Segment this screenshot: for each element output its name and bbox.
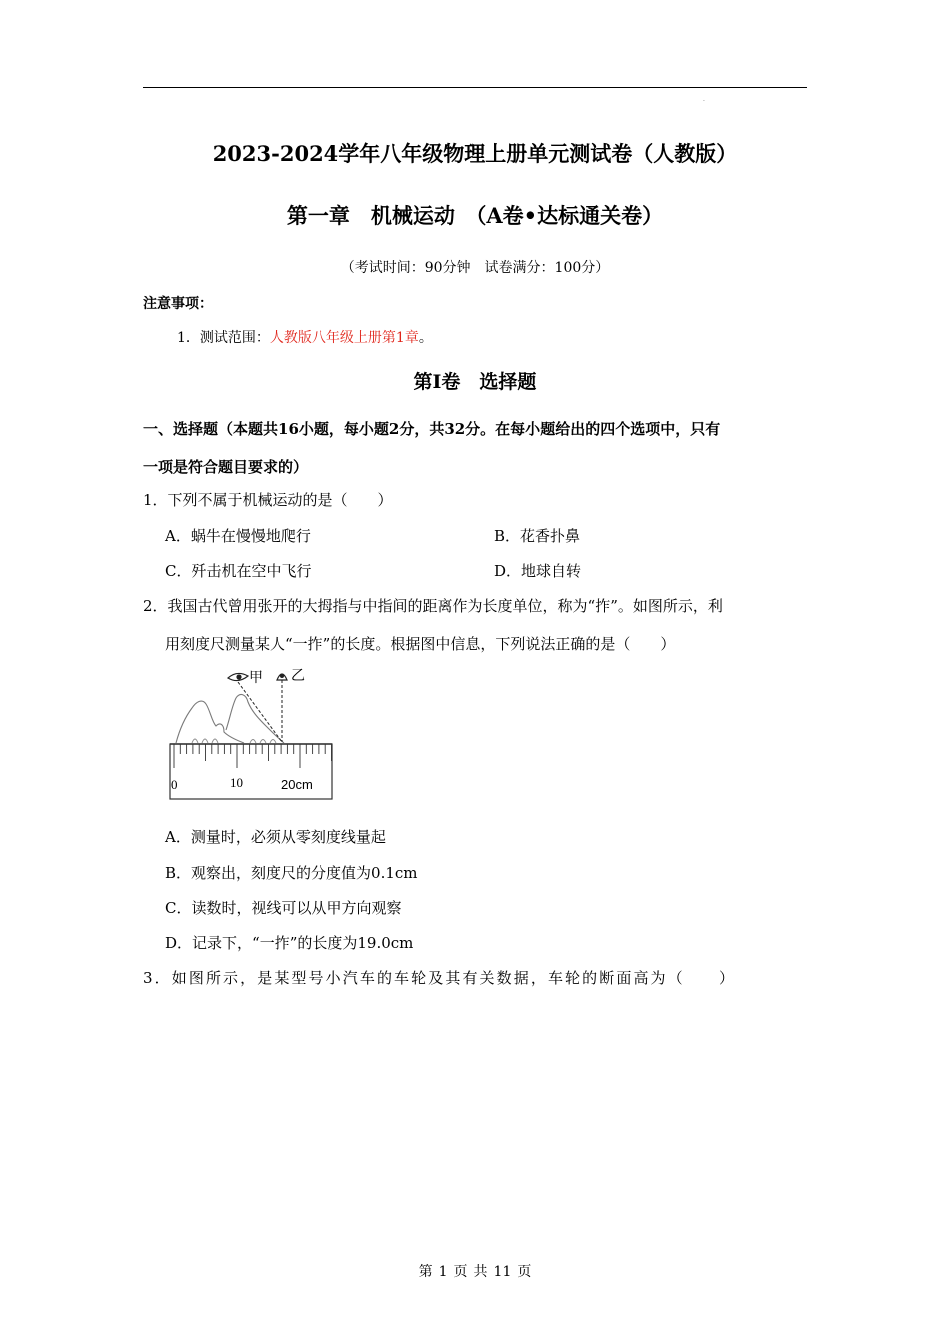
footer-page-word-2: 页 [517, 1264, 532, 1280]
hand-finger-sketch [226, 695, 284, 743]
ruler-label-10: 10 [230, 775, 243, 790]
hand-knuckles-sketch [192, 739, 276, 743]
figure-label-yi: 乙 [291, 668, 305, 684]
ruler-hand-figure [166, 664, 336, 804]
exam-title: 2023-2024学年八年级物理上册单元测试卷（人教版） [212, 141, 738, 166]
ruler-ticks [174, 744, 332, 768]
notes-item-1 [177, 327, 433, 347]
header-rule [143, 87, 807, 88]
footer-page-number: 1 [438, 1264, 448, 1280]
notes-heading: 注意事项： [143, 296, 213, 312]
header-dot: . [703, 96, 705, 103]
section-title: 第Ⅰ卷 选择题 [413, 371, 537, 393]
figure-label-jia: 甲 [249, 670, 263, 686]
exam-info: （考试时间：90分钟 试卷满分：100分） [340, 260, 610, 276]
q2-option-a: A．测量时，必须从零刻度线量起 [165, 828, 386, 846]
eye-jia-pupil [236, 674, 241, 679]
q1-option-a: A．蜗牛在慢慢地爬行 [165, 527, 311, 545]
q1-option-b: B．花香扑鼻 [494, 527, 581, 545]
section-instructions-line1: 一、选择题（本题共16小题，每小题2分，共32分。在每小题给出的四个选项中，只有 [143, 420, 721, 438]
q2-stem-line1: 2．我国古代曾用张开的大拇指与中指间的距离作为长度单位，称为“拃”。如图所示，利 [143, 597, 723, 615]
notes-item-1-suffix: 。 [418, 330, 433, 346]
q1-option-c: C．歼击机在空中飞行 [165, 562, 312, 580]
notes-item-1-scope: 人教版八年级上册第1章 [269, 330, 419, 346]
section-instructions-line2: 一项是符合题目要求的） [143, 458, 309, 476]
q2-stem-line2: 用刻度尺测量某人“一拃”的长度。根据图中信息，下列说法正确的是（ ） [165, 635, 676, 653]
footer-page-word: 页 [453, 1264, 468, 1280]
q2-option-d: D．记录下，“一拃”的长度为19.0cm [165, 934, 414, 952]
q2-option-b: B．观察出，刻度尺的分度值为0.1cm [165, 864, 418, 882]
ruler-label-20cm: 20cm [281, 777, 313, 792]
footer-prefix: 第 [418, 1264, 433, 1280]
chapter-title: 第一章 机械运动 （A卷•达标通关卷） [286, 203, 664, 228]
q3-stem: 3．如图所示，是某型号小汽车的车轮及其有关数据，车轮的断面高为（ ） [143, 969, 737, 987]
footer-total-word: 共 [473, 1264, 488, 1280]
page-footer [0, 1261, 950, 1281]
q1-option-d: D．地球自转 [494, 562, 582, 580]
q1-stem: 1．下列不属于机械运动的是（ ） [143, 491, 393, 509]
sight-line-jia [238, 682, 282, 742]
ruler-label-0: 0 [171, 777, 178, 792]
notes-item-1-prefix: 1．测试范围： [177, 330, 270, 346]
q2-option-c: C．读数时，视线可以从甲方向观察 [165, 899, 402, 917]
footer-total-pages: 11 [493, 1264, 512, 1280]
eye-yi-pupil [280, 674, 284, 678]
hand-thumb-sketch [176, 701, 244, 743]
